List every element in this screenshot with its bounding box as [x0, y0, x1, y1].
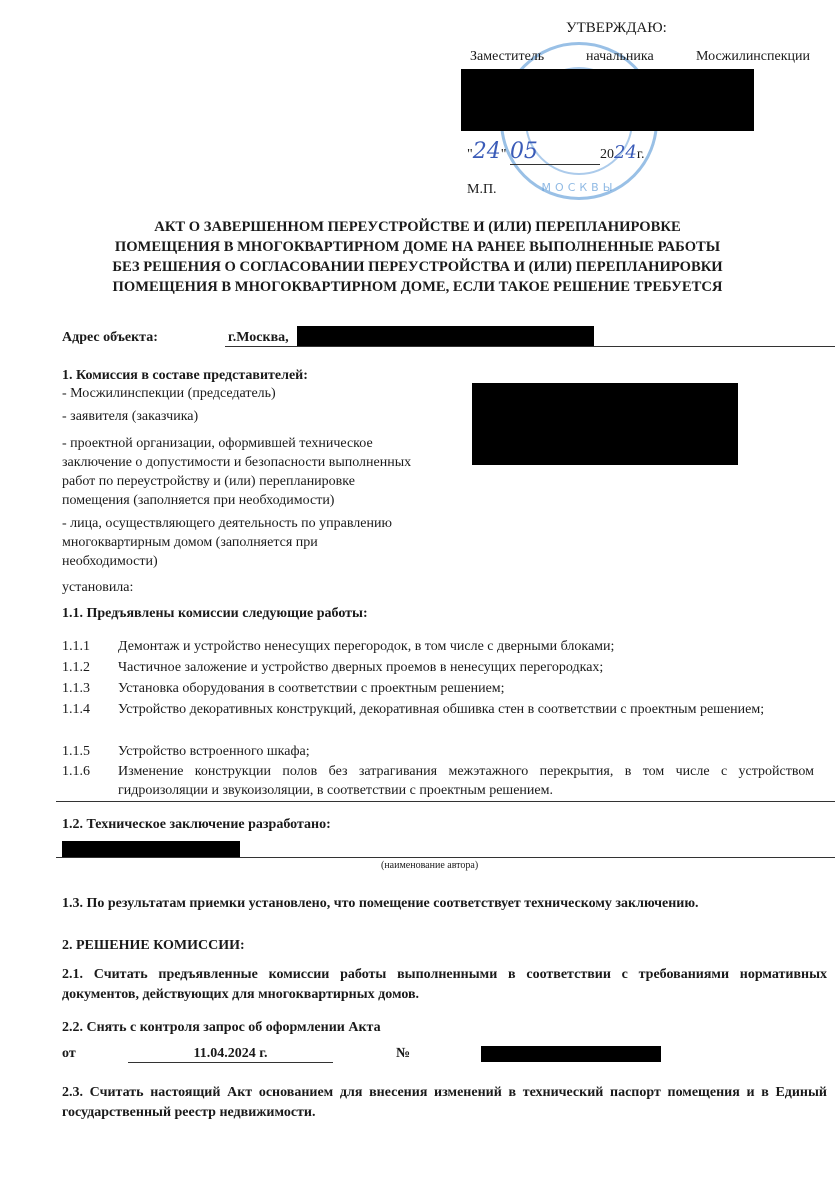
decision-p1: 2.1. Считать предъявленные комиссии работы выполненными в соответствии с требованиями нормативных документов, действующих для многоквартирных домов. [62, 967, 827, 1002]
works-underline [56, 801, 835, 802]
member-line: - лица, осуществляющего деятельность по управлению [62, 516, 392, 531]
address-value: г.Москва, [228, 330, 289, 345]
stamp-lettering: МОСКВЫ [541, 181, 617, 194]
seal-label: М.П. [467, 182, 497, 197]
position-word-1: Заместитель [470, 49, 545, 64]
redacted-name [461, 69, 754, 131]
redacted-number [481, 1046, 661, 1062]
date-month: 05 [510, 140, 600, 165]
member-line: работ по переустройству и (или) перепланировке [62, 474, 355, 489]
member-line: необходимости) [62, 554, 158, 569]
from-date: 11.04.2024 г. [128, 1046, 333, 1063]
member-line: многоквартирным домом (заполняется при [62, 535, 318, 550]
author-underline [56, 857, 835, 858]
result-text: 1.3. По результатам приемки установлено, что помещение соответствует техническому заключению. [62, 896, 699, 911]
member-line: - заявителя (заказчика) [62, 409, 199, 424]
redacted-members [472, 383, 738, 465]
author-caption: (наименование автора) [381, 860, 479, 871]
approval-date: "24" 05 2024г. [467, 139, 645, 164]
established-label: установила: [62, 580, 134, 595]
position-word-3: Мосжилинспекции [696, 49, 810, 64]
tech-heading: 1.2. Техническое заключение разработано: [62, 817, 331, 832]
position-word-2: начальника [586, 49, 654, 64]
commission-heading: 1. Комиссия в составе представителей: [62, 368, 308, 383]
member-line: помещения (заполняется при необходимости) [62, 493, 335, 508]
member-line: заключение о допустимости и безопасности выполненных [62, 455, 412, 470]
decision-heading: 2. РЕШЕНИЕ КОМИССИИ: [62, 938, 245, 953]
from-label: от [62, 1046, 76, 1061]
address-underline [225, 346, 835, 347]
member-line: - Мосжилинспекции (председатель) [62, 386, 276, 401]
member-line: - проектной организации, оформившей техническое [62, 436, 373, 451]
date-year: 24 [613, 142, 637, 163]
document-title: АКТ О ЗАВЕРШЕННОМ ПЕРЕУСТРОЙСТВЕ И (ИЛИ) ПЕРЕПЛАНИРОВКЕ ПОМЕЩЕНИЯ В МНОГОКВАРТИРНОМ ДОМЕ НА РАНЕЕ ВЫПОЛНЕННЫЕ РАБОТЫ БЕЗ РЕШЕНИЯ О СОГЛАСОВАНИИ ПЕРЕУСТРОЙСТВА И (ИЛИ) ПЕРЕПЛАНИРОВКИ ПОМЕЩЕНИЯ В МНОГОКВАРТИРНОМ ДОМЕ, ЕСЛИ ТАКОЕ РЕШЕНИЕ ТРЕБУЕТСЯ [112, 219, 723, 295]
number-label: № [396, 1046, 411, 1061]
redacted-address [297, 326, 594, 346]
date-day: 24 [472, 139, 501, 164]
decision-p2: 2.2. Снять с контроля запрос об оформлении Акта [62, 1020, 381, 1035]
approve-label: УТВЕРЖДАЮ: [566, 20, 667, 36]
works-heading: 1.1. Предъявлены комиссии следующие работы: [62, 606, 368, 621]
address-label: Адрес объекта: [62, 330, 158, 345]
decision-p3: 2.3. Считать настоящий Акт основанием для внесения изменений в технический паспорт помещения и в Единый государственный реестр недвижимости. [62, 1085, 827, 1120]
redacted-author [62, 841, 240, 857]
